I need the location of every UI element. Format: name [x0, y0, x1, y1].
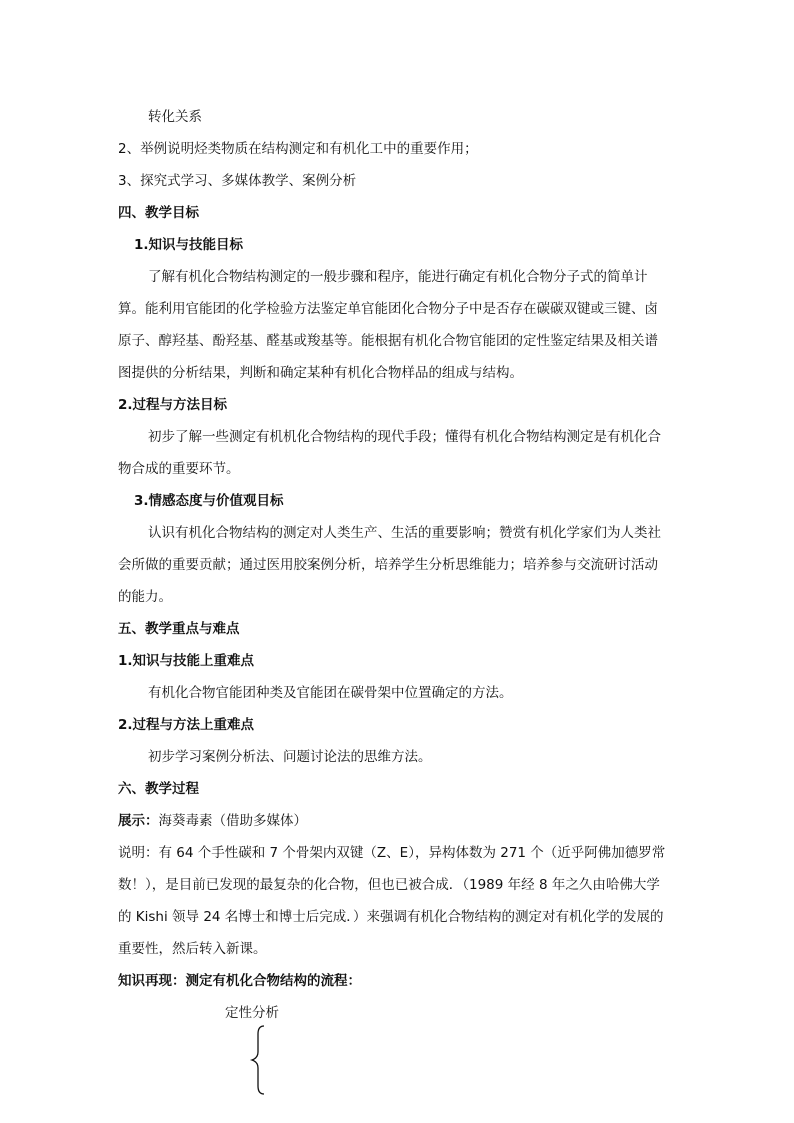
- paragraph-line: 原子、醇羟基、酚羟基、醛基或羧基等。能根据有机化合物官能团的定性鉴定结果及相关谱: [118, 333, 658, 349]
- paragraph-line: 认识有机化合物结构的测定对人类生产、生活的重要影响；赞赏有机化学家们为人类社: [148, 525, 661, 541]
- show-text: 海葵毒素（借助多媒体）: [158, 813, 307, 829]
- paragraph-line: 初步了解一些测定有机机化合物结构的现代手段；懂得有机化合物结构测定是有机化合: [148, 429, 661, 445]
- flow-label-qualitative: 定性分析: [225, 1005, 279, 1021]
- paragraph-line: 会所做的重要贡献；通过医用胶案例分析，培养学生分析思维能力；培养参与交流研讨活动: [118, 557, 658, 573]
- paragraph-line: 有机化合物官能团种类及官能团在碳骨架中位置确定的方法。: [148, 685, 513, 701]
- subsection-heading: 1.知识与技能目标: [134, 237, 244, 253]
- section-heading: 四、教学目标: [118, 205, 199, 221]
- paragraph-line: 了解有机化合物结构测定的一般步骤和程序，能进行确定有机化合物分子式的简单计: [148, 269, 648, 285]
- subsection-heading: 2.过程与方法目标: [118, 397, 228, 413]
- left-brace-icon: [248, 1024, 272, 1096]
- text-line: 3、探究式学习、多媒体教学、案例分析: [118, 173, 357, 189]
- section-heading: 六、教学过程: [118, 781, 199, 797]
- text-line: 2、举例说明烃类物质在结构测定和有机化工中的重要作用；: [118, 141, 478, 157]
- paragraph-line: 算。能利用官能团的化学检验方法鉴定单官能团化合物分子中是否存在碳碳双键或三键、卤: [118, 301, 658, 317]
- paragraph-line: 数！），是目前已发现的最复杂的化合物，但也已被合成．（1989 年经 8 年之久由哈佛大学: [118, 877, 660, 893]
- text-line: 转化关系: [148, 109, 202, 125]
- subsection-heading: 2.过程与方法上重难点: [118, 717, 255, 733]
- subsection-heading: 1.知识与技能上重难点: [118, 653, 255, 669]
- section-heading: 知识再现：测定有机化合物结构的流程：: [118, 973, 361, 989]
- paragraph-line: 的 Kishi 领导 24 名博士和博士后完成．）来强调有机化合物结构的测定对有机化学的发展的: [118, 909, 664, 925]
- paragraph-line: 物合成的重要环节。: [118, 461, 240, 477]
- paragraph-line: 图提供的分析结果，判断和确定某种有机化合物样品的组成与结构。: [118, 365, 523, 381]
- show-label: 展示：: [118, 813, 159, 829]
- paragraph-line: 的能力。: [118, 589, 172, 605]
- paragraph-line: 重要性，然后转入新课。: [118, 941, 267, 957]
- show-line: [118, 811, 307, 831]
- section-heading: 五、教学重点与难点: [118, 621, 240, 637]
- paragraph-line: 说明：有 64 个手性碳和 7 个骨架内双键（Z、E），异构体数为 271 个（近乎阿佛加德罗常: [118, 845, 666, 861]
- subsection-heading: 3.情感态度与价值观目标: [134, 493, 284, 509]
- paragraph-line: 初步学习案例分析法、问题讨论法的思维方法。: [148, 749, 432, 765]
